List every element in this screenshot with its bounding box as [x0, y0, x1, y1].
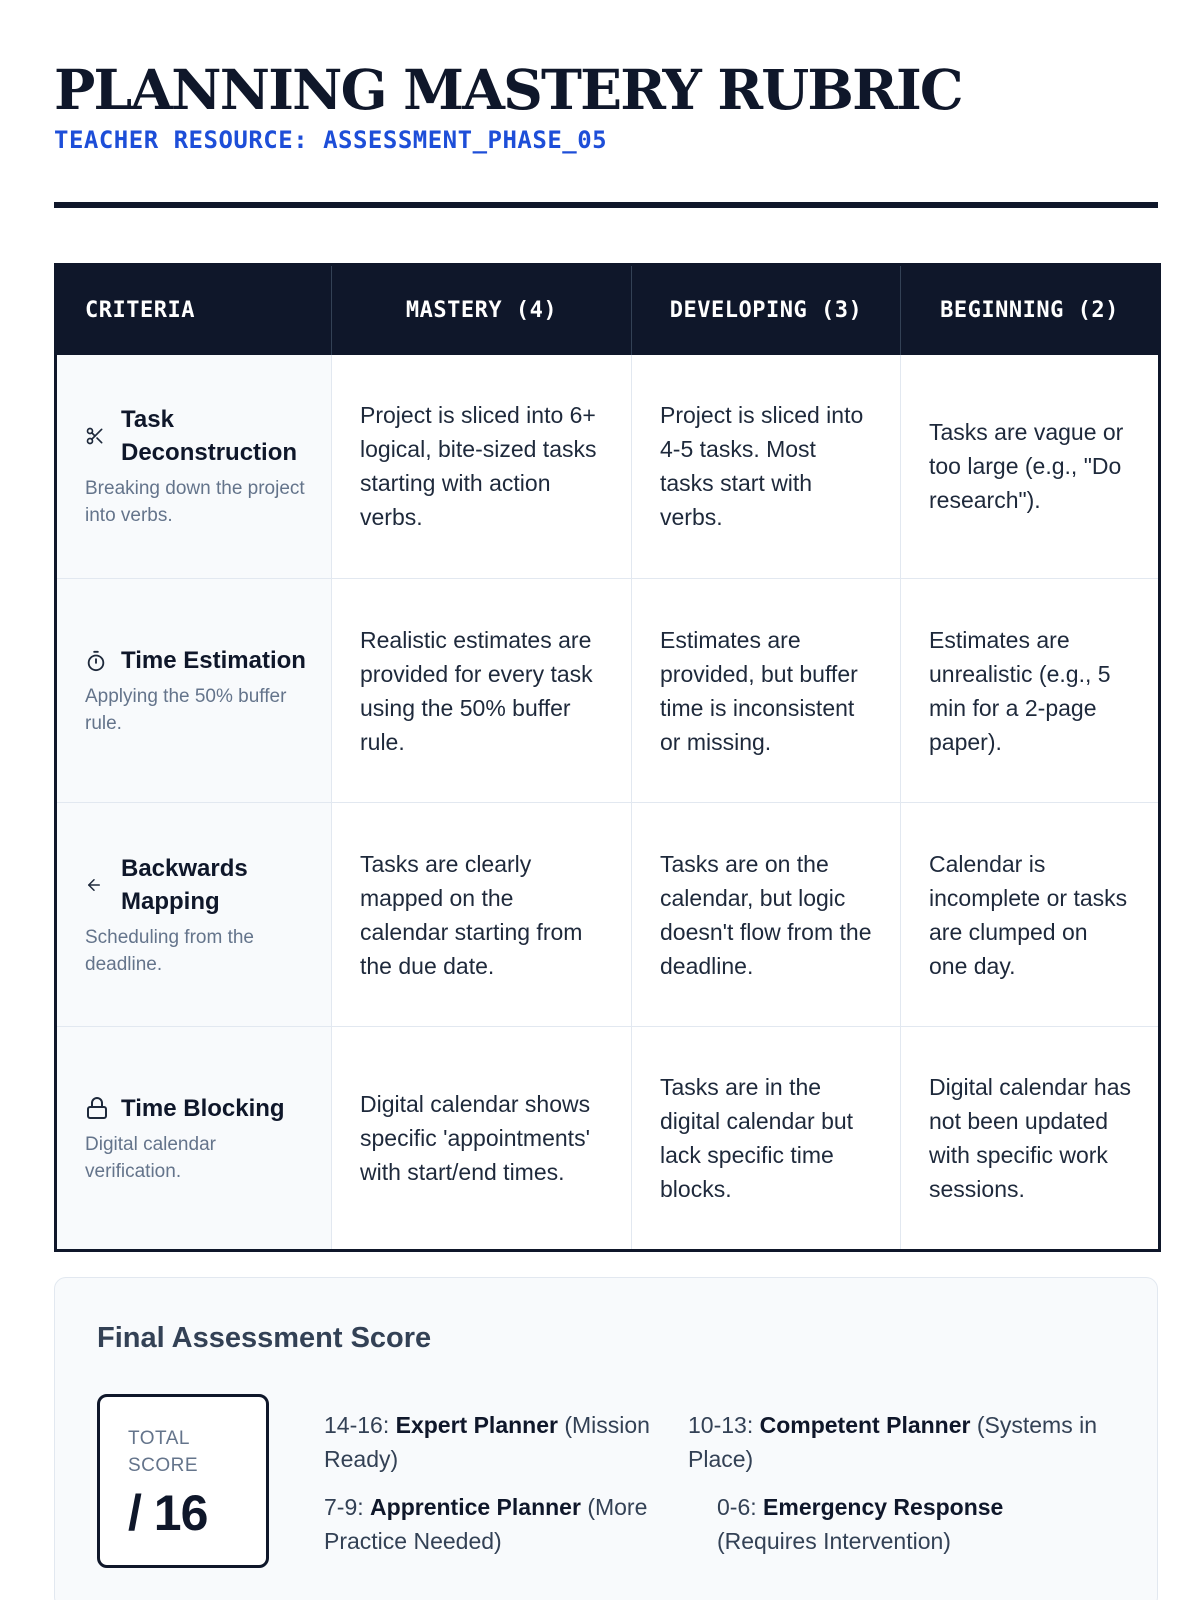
score-tier: [324, 1408, 674, 1476]
tier-name: Apprentice Planner: [370, 1494, 581, 1520]
criteria-description: Applying the 50% buffer rule.: [85, 686, 287, 734]
rubric-header-row: [56, 265, 1160, 355]
column-header-mastery: MASTERY (4): [332, 265, 632, 355]
tier-range: 10-13:: [688, 1412, 754, 1438]
score-tier: [324, 1490, 679, 1558]
developing-cell: Estimates are provided, but buffer time is inconsistent or missing.: [632, 579, 901, 803]
rubric-table: [54, 263, 1161, 1252]
criteria-cell: [56, 579, 332, 803]
tier-name: Expert Planner: [395, 1412, 558, 1438]
final-score-panel: [54, 1277, 1158, 1600]
developing-cell: Project is sliced into 4-5 tasks. Most tasks start with verbs.: [632, 355, 901, 579]
mastery-cell: Tasks are clearly mapped on the calendar starting from the due date.: [332, 803, 632, 1027]
tier-note: (More Practice Needed): [324, 1494, 648, 1554]
page-title: PLANNING MASTERY RUBRIC: [54, 57, 962, 122]
page-subtitle: TEACHER RESOURCE: ASSESSMENT_PHASE_05: [54, 126, 608, 154]
mastery-cell: Digital calendar shows specific 'appointments' with start/end times.: [332, 1027, 632, 1251]
table-row: [56, 355, 1160, 579]
tier-note: (Systems in Place): [688, 1412, 1098, 1472]
table-row: [56, 579, 1160, 803]
beginning-cell: Tasks are vague or too large (e.g., "Do research").: [901, 355, 1160, 579]
mastery-cell: Realistic estimates are provided for every task using the 50% buffer rule.: [332, 579, 632, 803]
column-header-criteria: CRITERIA: [56, 265, 332, 355]
criteria-cell: [56, 803, 332, 1027]
score-tier: [717, 1490, 1037, 1558]
tier-range: 14-16:: [324, 1412, 390, 1438]
criteria-name: Task Deconstruction: [121, 406, 298, 467]
table-row: [56, 1027, 1160, 1251]
column-header-developing: DEVELOPING (3): [632, 265, 901, 355]
beginning-cell: Estimates are unrealistic (e.g., 5 min for a 2-page paper).: [901, 579, 1160, 803]
total-score-value: / 16: [128, 1485, 208, 1541]
criteria-cell: [56, 355, 332, 579]
developing-cell: Tasks are on the calendar, but logic doesn't flow from the deadline.: [632, 803, 901, 1027]
tier-range: 0-6:: [717, 1494, 757, 1520]
tier-note: (Requires Intervention): [717, 1528, 951, 1554]
criteria-name: Time Estimation: [121, 647, 306, 674]
criteria-name: Time Blocking: [121, 1094, 285, 1122]
tier-name: Competent Planner: [759, 1412, 971, 1438]
beginning-cell: Calendar is incomplete or tasks are clumped on one day.: [901, 803, 1160, 1027]
tier-range: 7-9:: [324, 1494, 364, 1520]
mastery-cell: Project is sliced into 6+ logical, bite-sized tasks starting with action verbs.: [332, 355, 632, 579]
table-row: [56, 803, 1160, 1027]
column-header-beginning: BEGINNING (2): [901, 265, 1160, 355]
criteria-description: Digital calendar verification.: [85, 1133, 216, 1182]
tier-name: Emergency Response: [763, 1494, 1004, 1520]
lock-icon: [85, 1096, 109, 1120]
score-title: Final Assessment Score: [97, 1322, 432, 1354]
score-tier: [688, 1408, 1108, 1476]
scissors-icon: [85, 426, 109, 446]
total-score-box: [97, 1394, 269, 1568]
criteria-description: Scheduling from the deadline.: [85, 926, 254, 975]
criteria-name: Backwards Mapping: [121, 854, 248, 915]
stopwatch-icon: [85, 650, 109, 672]
arrow-left-icon: [85, 876, 109, 894]
beginning-cell: Digital calendar has not been updated with specific work sessions.: [929, 1074, 1132, 1202]
criteria-description: Breaking down the project into verbs.: [85, 478, 305, 527]
developing-cell: Tasks are in the digital calendar but lack specific time blocks.: [632, 1027, 901, 1251]
header-divider: [54, 202, 1158, 208]
total-score-label: TOTAL SCORE: [128, 1428, 199, 1476]
criteria-cell: [56, 1027, 332, 1251]
tier-note: (Mission Ready): [324, 1412, 650, 1472]
